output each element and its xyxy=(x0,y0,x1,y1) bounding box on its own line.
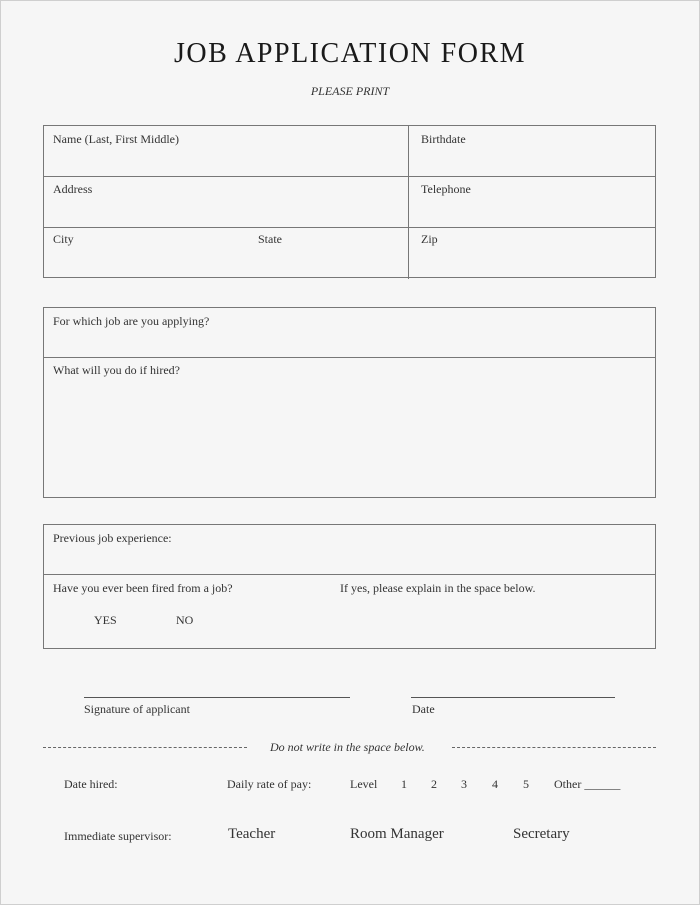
job-box xyxy=(43,307,656,498)
explain-label: If yes, please explain in the space below. xyxy=(340,581,536,595)
level-option[interactable]: 5 xyxy=(523,777,529,791)
other-field[interactable]: Other ______ xyxy=(554,777,621,791)
telephone-field[interactable]: Telephone xyxy=(421,182,471,196)
signature-label: Signature of applicant xyxy=(84,702,190,716)
birthdate-field[interactable]: Birthdate xyxy=(421,132,466,146)
fired-question: Have you ever been fired from a job? xyxy=(53,581,233,595)
level-option[interactable]: 3 xyxy=(461,777,467,791)
date-hired-label: Date hired: xyxy=(64,777,118,791)
separator-dash-left xyxy=(43,747,247,748)
room-manager-option[interactable]: Room Manager xyxy=(350,826,444,842)
signature-date-line[interactable] xyxy=(411,697,615,698)
form-title: JOB APPLICATION FORM xyxy=(173,38,527,69)
applying-row xyxy=(44,308,655,357)
level-option[interactable]: 2 xyxy=(431,777,437,791)
state-field[interactable]: State xyxy=(258,232,282,246)
no-option[interactable]: NO xyxy=(176,613,194,627)
separator-text: Do not write in the space below. xyxy=(270,740,425,754)
teacher-option[interactable]: Teacher xyxy=(228,826,276,842)
zip-field[interactable]: Zip xyxy=(421,232,438,246)
fired-row xyxy=(44,574,655,650)
secretary-option[interactable]: Secretary xyxy=(513,826,570,842)
level-option[interactable]: 1 xyxy=(401,777,407,791)
address-field[interactable]: Address xyxy=(53,182,93,196)
if-hired-field[interactable]: What will you do if hired? xyxy=(53,363,180,377)
level-label: Level xyxy=(350,777,378,791)
experience-box xyxy=(43,524,656,649)
daily-rate-label: Daily rate of pay: xyxy=(227,777,312,791)
signature-line[interactable] xyxy=(84,697,350,698)
name-row xyxy=(44,126,655,176)
address-row xyxy=(44,176,655,228)
signature-date-label: Date xyxy=(412,702,435,716)
personal-info-box xyxy=(43,125,656,278)
name-field[interactable]: Name (Last, First Middle) xyxy=(53,132,179,146)
supervisor-label: Immediate supervisor: xyxy=(64,829,172,843)
separator-dash-right xyxy=(452,747,656,748)
city-field[interactable]: City xyxy=(53,232,74,246)
job-applying-field[interactable]: For which job are you applying? xyxy=(53,314,210,328)
city-row xyxy=(44,227,655,279)
level-option[interactable]: 4 xyxy=(492,777,498,791)
hired-row xyxy=(44,357,655,499)
yes-option[interactable]: YES xyxy=(94,613,117,627)
previous-row xyxy=(44,525,655,574)
previous-experience-field[interactable]: Previous job experience: xyxy=(53,531,172,545)
form-subtitle: PLEASE PRINT xyxy=(310,84,390,98)
